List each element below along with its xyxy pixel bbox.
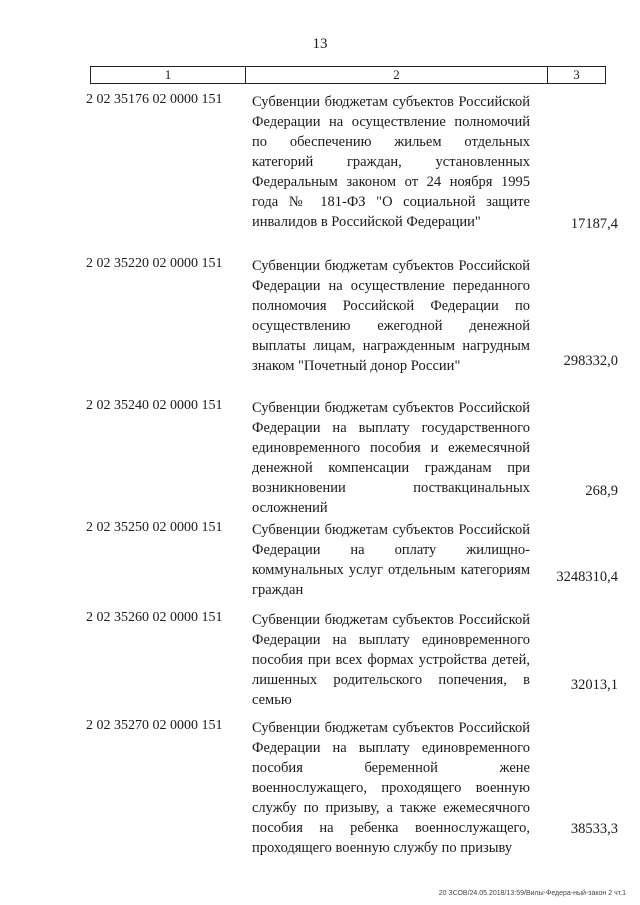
row-amount: 3248310,4 bbox=[556, 569, 618, 585]
row-amount: 268,9 bbox=[585, 483, 618, 499]
column-header-2: 2 bbox=[246, 67, 548, 83]
row-description: Субвенции бюджетам субъектов Российской Федерации на выплату государственного единовременного пособия и ежемесячной денежной компенсации гражданам при возникновении поствакцинальных осложнений bbox=[252, 400, 530, 516]
row-amount: 17187,4 bbox=[570, 216, 618, 232]
row-description: Субвенции бюджетам субъектов Российской Федерации на выплату единовременного пособия при всех формах устройства детей, лишенных родительского попечения, в семью bbox=[252, 612, 530, 708]
budget-code: 2 02 35260 02 0000 151 bbox=[86, 610, 223, 625]
row-amount: 38533,3 bbox=[570, 821, 618, 837]
budget-code: 2 02 35240 02 0000 151 bbox=[86, 398, 223, 413]
column-header-3: 3 bbox=[573, 67, 580, 82]
budget-code: 2 02 35176 02 0000 151 bbox=[86, 92, 223, 107]
budget-code: 2 02 35250 02 0000 151 bbox=[86, 520, 223, 535]
page-number: 13 bbox=[312, 36, 328, 52]
row-amount: 298332,0 bbox=[563, 353, 618, 369]
row-amount: 32013,1 bbox=[570, 677, 618, 693]
document-stamp: 20 ЗСОВ/24.05.2018/13:59/Вилы-Федера-ный-закон 2 чт.1 bbox=[438, 890, 626, 897]
column-header-1: 1 bbox=[91, 67, 246, 83]
budget-code: 2 02 35220 02 0000 151 bbox=[86, 256, 223, 271]
row-description: Субвенции бюджетам субъектов Российской Федерации на оплату жилищно-коммунальных услуг отдельным категориям граждан bbox=[252, 522, 530, 598]
column-header-row bbox=[90, 66, 606, 84]
budget-code: 2 02 35270 02 0000 151 bbox=[86, 718, 223, 733]
row-description: Субвенции бюджетам субъектов Российской Федерации на осуществление переданного полномочия Российской Федерации по осуществлению ежегодной денежной выплаты лицам, награжденным нагрудным знаком "Почетный донор России" bbox=[252, 258, 530, 374]
row-description: Субвенции бюджетам субъектов Российской Федерации на выплату единовременного пособия беременной жене военнослужащего, проходящего военную службу по призыву, а также ежемесячного пособия на ребенка военнослужащего, проходящего военную службу по призыву bbox=[252, 720, 530, 856]
row-description: Субвенции бюджетам субъектов Российской Федерации на осуществление полномочий по обеспечению жильем отдельных категорий граждан, установленных Федеральным законом от 24 ноября 1995 года № 181-ФЗ "О социальной защите инвалидов в Российской Федерации" bbox=[252, 94, 530, 230]
